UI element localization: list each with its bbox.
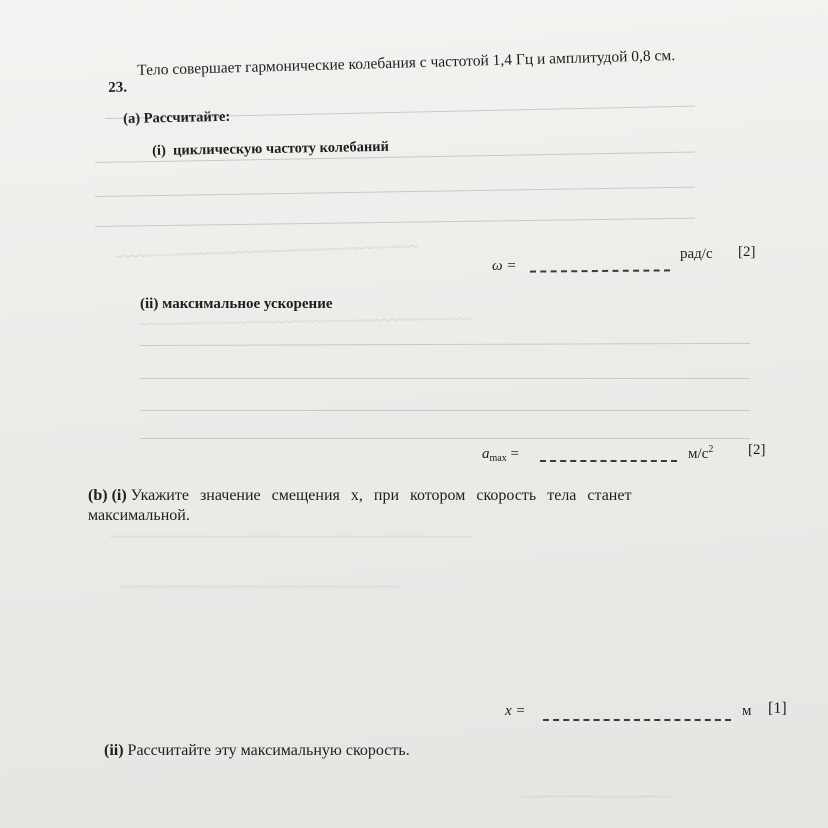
- part-a-label: (a): [123, 110, 141, 127]
- bleed-through-mark: ~~~~~~~~~~~~~~~~~~~~~~~~~~~~~~~~~~~~~: [120, 580, 401, 595]
- amax-unit-base: м/с: [688, 446, 709, 462]
- amax-marks: [2]: [748, 442, 766, 458]
- x-answer-line[interactable]: [543, 719, 731, 721]
- omega-unit: рад/с: [680, 246, 713, 262]
- x-symbol: x =: [505, 703, 526, 719]
- writing-line: [95, 218, 695, 227]
- part-a-heading: [123, 109, 230, 128]
- amax-subscript: max: [489, 453, 507, 464]
- part-b-i-prompt-cont: максимальной.: [88, 507, 190, 524]
- question-number: 23.: [108, 79, 128, 96]
- writing-line: [140, 438, 750, 439]
- amax-answer-line[interactable]: [540, 460, 677, 462]
- amax-unit: [688, 444, 713, 463]
- bleed-through-mark: ~~~~~~~~~~~~~~~~~~~~~~~~~~~~~~~~~~~~~~~~: [114, 239, 419, 266]
- writing-line: [140, 410, 750, 411]
- part-b-ii-text: Рассчитайте эту максимальную скорость.: [127, 742, 410, 759]
- part-b-i-text-line1: Укажите значение смещения x, при котором скорость тела станет: [130, 487, 632, 504]
- x-marks: [1]: [768, 700, 787, 717]
- writing-line: [140, 378, 750, 379]
- amax-unit-sup: 2: [708, 444, 714, 455]
- amax-symbol: [482, 446, 519, 464]
- part-b-ii-label: (ii): [104, 742, 124, 759]
- part-b-label: (b): [88, 487, 108, 504]
- part-a-instruction: Рассчитайте:: [143, 108, 231, 127]
- bleed-through-mark: ~~~~~~~~~~~~~~~~~~~~~~~~~~~~~~~~~~~~~~~~~~~~: [139, 312, 474, 333]
- question-stem: Тело совершает гармонические колебания с частотой 1,4 Гц и амплитудой 0,8 см.: [137, 46, 676, 79]
- part-a-ii-label: (ii): [140, 296, 159, 312]
- writing-line: [140, 343, 750, 346]
- part-a-i-text: циклическую частоту колебаний: [172, 138, 390, 159]
- bleed-through-mark: ~~~~~~~~~~~~~~~~~~~~: [520, 790, 672, 805]
- x-unit: м: [742, 703, 752, 719]
- part-a-ii-text: максимальное ускорение: [162, 296, 333, 312]
- omega-symbol: ω =: [492, 258, 517, 274]
- bleed-through-mark: ~~~~~~~~~~~~~~~~~~~~~~~~~~~~~~~~~~~~~~~~~~~~~~~~: [110, 530, 474, 545]
- omega-marks: [2]: [738, 244, 756, 260]
- omega-answer-line[interactable]: [530, 269, 670, 272]
- part-b-ii-prompt: [104, 742, 410, 760]
- part-a-i-label: (i): [152, 142, 166, 159]
- part-b-i-label: (i): [111, 487, 127, 504]
- amax-letter: a: [482, 446, 490, 462]
- writing-line: [95, 187, 695, 197]
- amax-equals: =: [510, 446, 519, 462]
- part-b-i-prompt: [88, 487, 768, 505]
- part-a-ii-prompt: [140, 296, 333, 313]
